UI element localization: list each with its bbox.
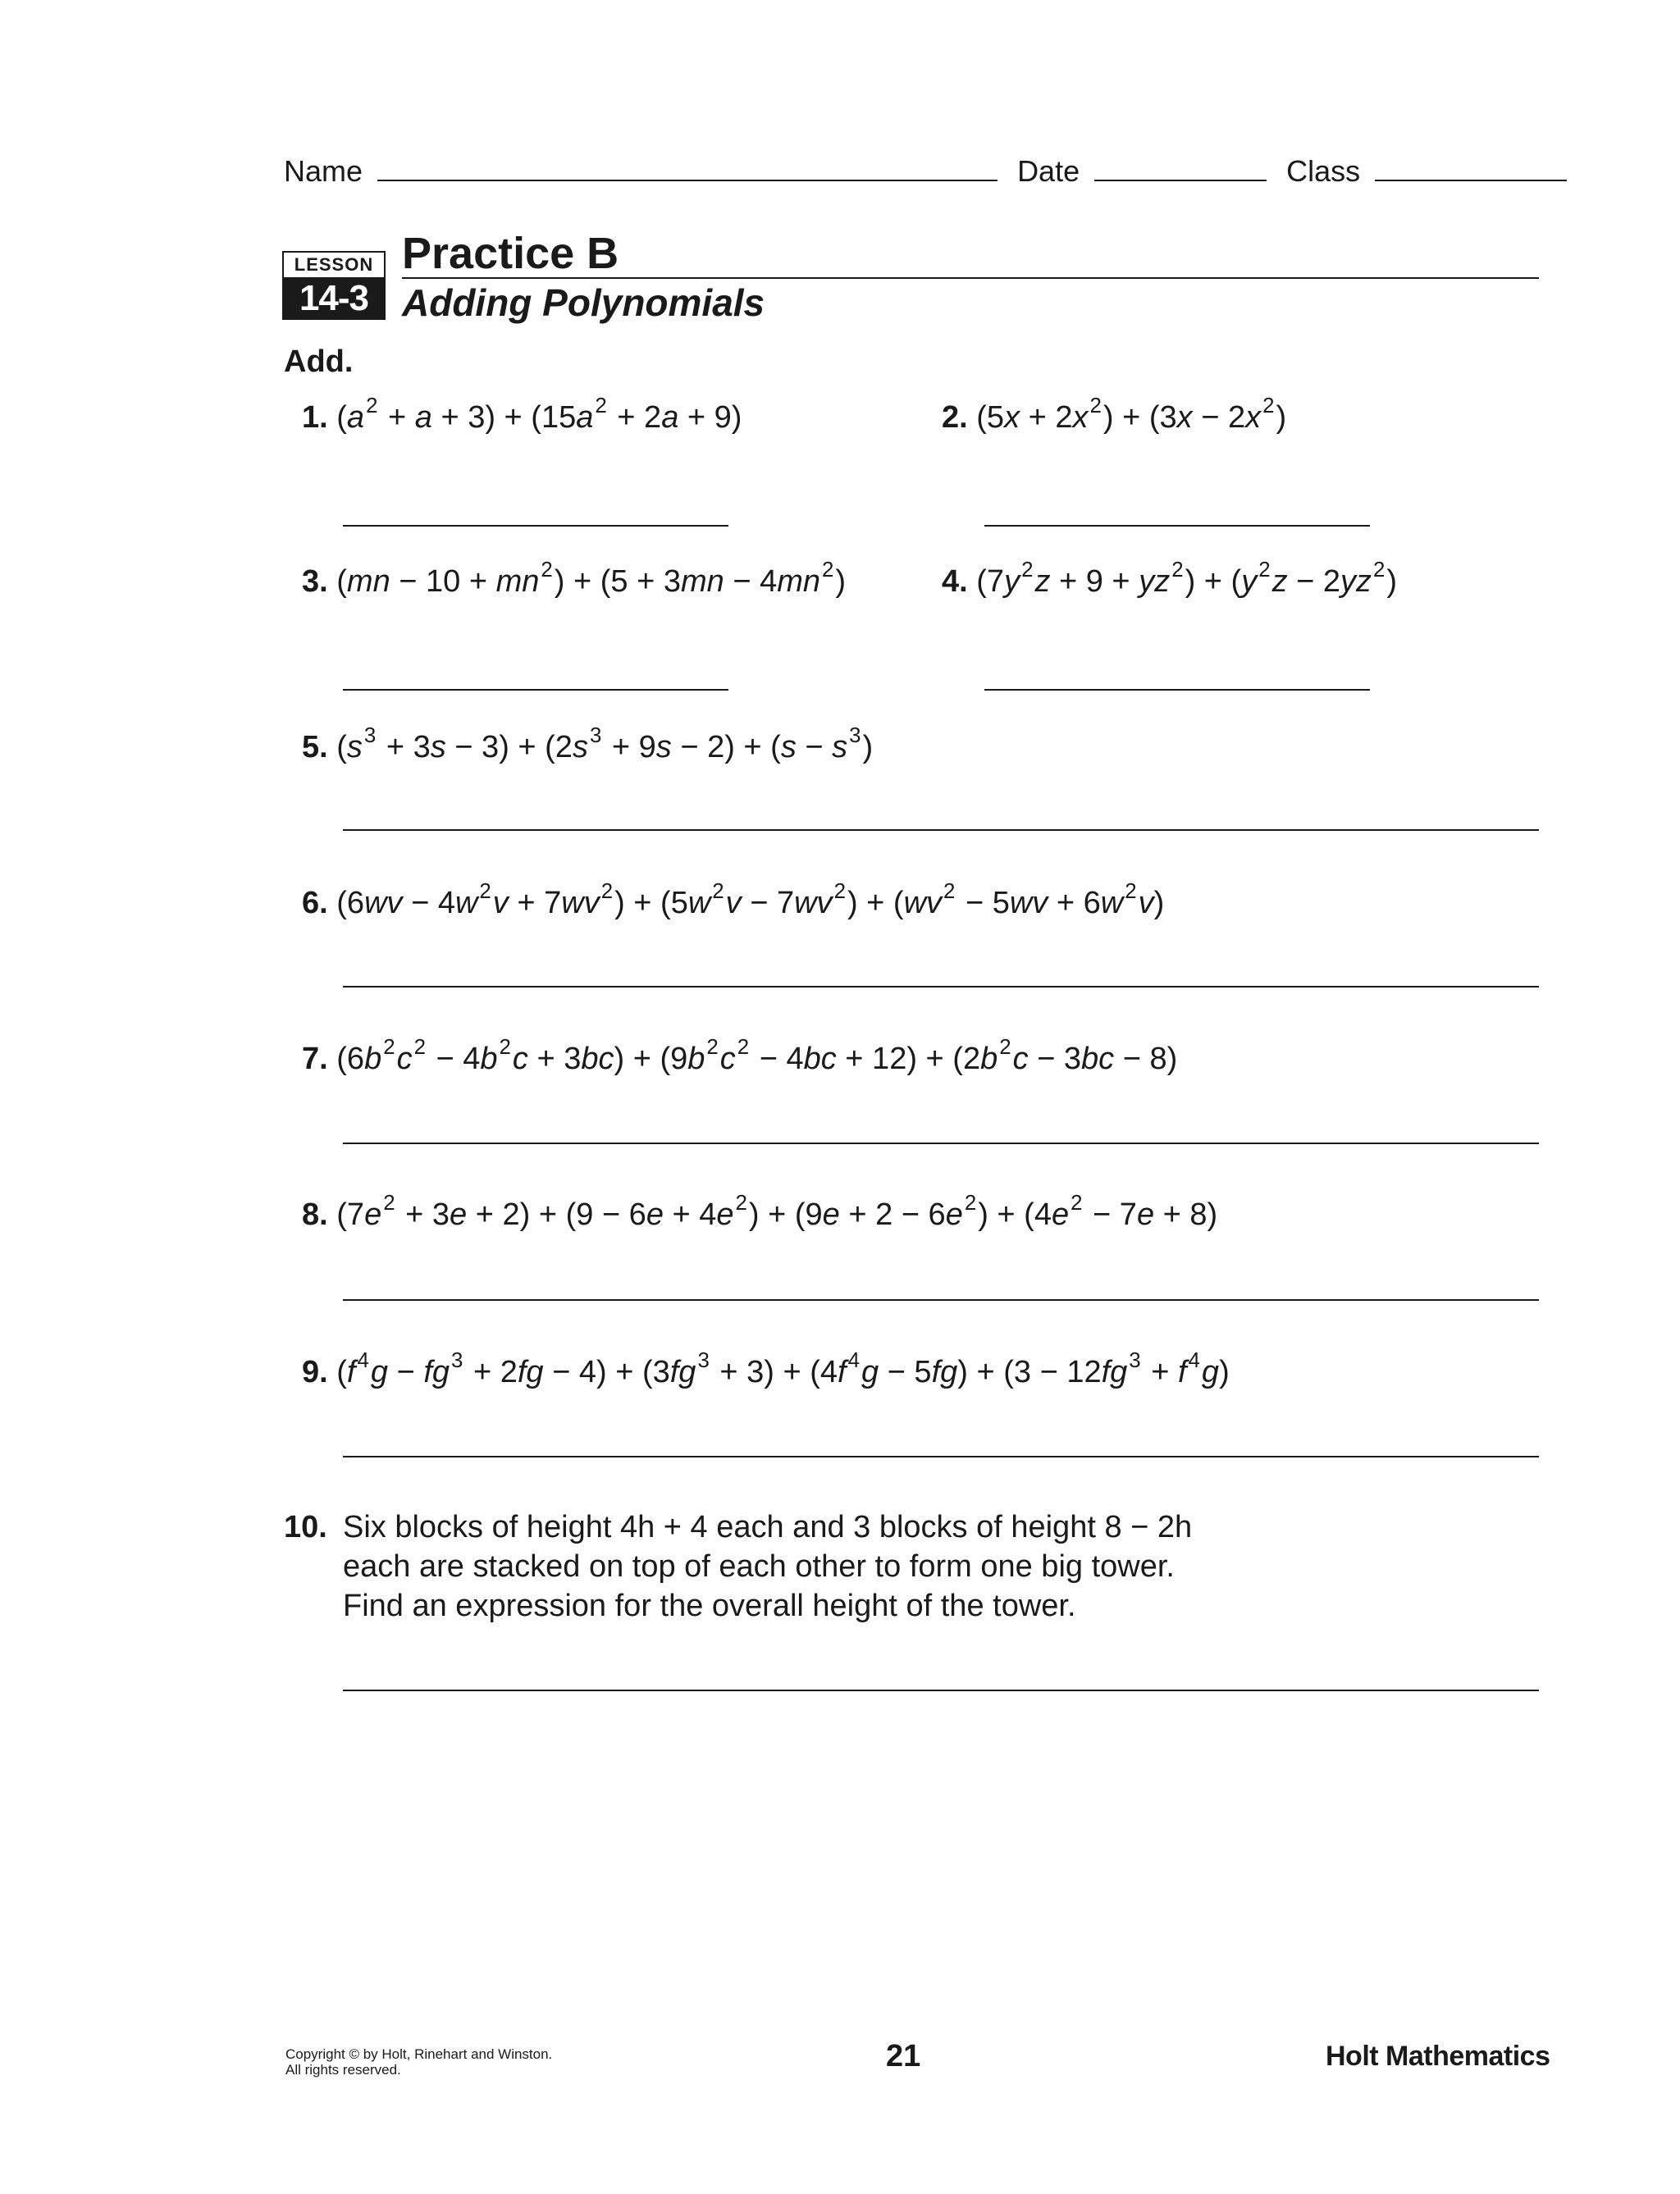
problem-7: 7. $(6b^2c^2 - 4b^2c + 3bc) + (9b^2c^2 - 4bc + 12) + (2b^2c - 3bc - 8)$ bbox=[302, 1036, 1178, 1076]
problem-number: 2. bbox=[942, 400, 968, 435]
problem-10 bbox=[284, 1508, 1192, 1626]
instructions: Add. bbox=[284, 344, 354, 379]
problem-number: 8. bbox=[302, 1197, 328, 1232]
problem-8: 8. $(7e^2 + 3e + 2) + (9 - 6e + 4e^2) + (9e + 2 - 6e^2) + (4e^2 - 7e + 8)$ bbox=[302, 1192, 1218, 1232]
name-field[interactable] bbox=[377, 155, 998, 181]
problem-number: 6. bbox=[302, 886, 328, 920]
copyright-line-1: Copyright © by Holt, Rinehart and Winston. bbox=[285, 2046, 553, 2062]
answer-line-4[interactable] bbox=[984, 689, 1370, 691]
problem-number: 9. bbox=[302, 1355, 328, 1389]
answer-line-9[interactable] bbox=[343, 1456, 1539, 1457]
copyright-line-2: All rights reserved. bbox=[285, 2062, 401, 2078]
problem-6: 6. $(6wv - 4w^2v + 7wv^2) + (5w^2v - 7wv^2) + (wv^2 - 5wv + 6w^2v)$ bbox=[302, 880, 1165, 920]
problem-10-line-1: Six blocks of height 4h + 4 each and 3 blocks of height 8 − 2h bbox=[343, 1510, 1193, 1544]
problem-1: 1. $(a^2 + a + 3) + (15a^2 + 2a + 9)$ bbox=[302, 395, 742, 435]
date-field[interactable] bbox=[1094, 155, 1267, 181]
lesson-title: Practice B bbox=[402, 229, 619, 278]
lesson-subtitle: Adding Polynomials bbox=[402, 281, 765, 324]
problem-5: 5. $(s^3 + 3s - 3) + (2s^3 + 9s - 2) + (s - s^3)$ bbox=[302, 724, 874, 764]
answer-line-5[interactable] bbox=[343, 829, 1539, 831]
lesson-label: LESSON bbox=[282, 251, 386, 277]
problem-2: 2. $(5x + 2x^2) + (3x - 2x^2)$ bbox=[942, 395, 1287, 435]
problem-number: 10. bbox=[284, 1510, 327, 1544]
answer-line-2[interactable] bbox=[984, 525, 1370, 527]
header-row bbox=[284, 154, 1539, 189]
problem-4: 4. $(7y^2z + 9 + yz^2) + (y^2z - 2yz^2)$ bbox=[942, 559, 1398, 599]
answer-line-3[interactable] bbox=[343, 689, 728, 691]
name-label: Name bbox=[284, 154, 363, 188]
page-number: 21 bbox=[886, 2039, 921, 2073]
answer-line-8[interactable] bbox=[343, 1299, 1539, 1301]
copyright bbox=[285, 2046, 552, 2078]
date-label: Date bbox=[1017, 154, 1080, 188]
title-rule bbox=[402, 277, 1539, 279]
problem-number: 7. bbox=[302, 1042, 328, 1076]
answer-line-10[interactable] bbox=[343, 1690, 1539, 1691]
problem-number: 1. bbox=[302, 400, 328, 435]
problem-number: 3. bbox=[302, 564, 328, 599]
problem-9: 9. $(f^4g - fg^3 + 2fg - 4) + (3fg^3 + 3) + (4f^4g - 5fg) + (3 - 12fg^3 + f^4g)$ bbox=[302, 1349, 1230, 1389]
answer-line-6[interactable] bbox=[343, 986, 1539, 988]
class-field[interactable] bbox=[1375, 155, 1567, 181]
problem-3: 3. $(mn - 10 + mn^2) + (5 + 3mn - 4mn^2)$ bbox=[302, 559, 847, 599]
publisher: Holt Mathematics bbox=[1326, 2041, 1550, 2072]
problem-number: 4. bbox=[942, 564, 968, 599]
problem-10-line-3: Find an expression for the overall height of the tower. bbox=[343, 1589, 1076, 1623]
problem-number: 5. bbox=[302, 730, 328, 764]
lesson-number: 14-3 bbox=[282, 277, 386, 320]
class-label: Class bbox=[1286, 154, 1361, 188]
answer-line-7[interactable] bbox=[343, 1143, 1539, 1144]
answer-line-1[interactable] bbox=[343, 525, 728, 527]
lesson-badge bbox=[282, 251, 386, 320]
problem-10-line-2: each are stacked on top of each other to form one big tower. bbox=[343, 1549, 1175, 1584]
